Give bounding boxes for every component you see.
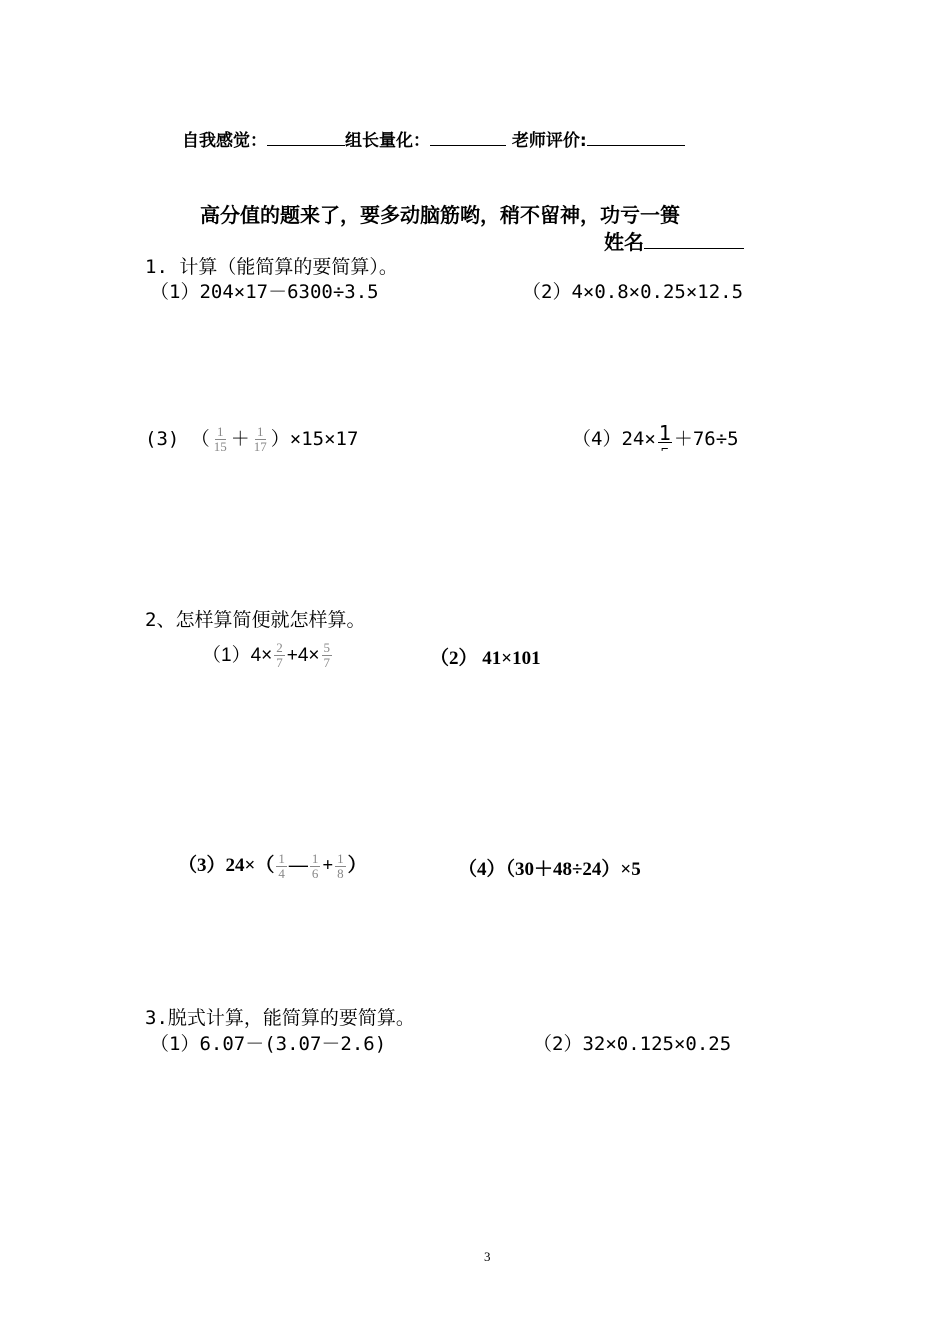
- leader-evaluation-label: 组长量化：: [345, 131, 430, 151]
- fraction-2-7: $\frac{2}{7}$: [276, 640, 283, 671]
- section3-q1: （1）6.07－(3.07－2.6): [150, 1033, 387, 1055]
- name-label: 姓名: [604, 230, 644, 254]
- page-number: 3: [484, 1249, 491, 1264]
- section2-q2: （2） 41×101: [430, 648, 541, 669]
- section1-q3: [145, 424, 358, 454]
- section2-q3: [178, 850, 367, 881]
- fraction-1-8: $\frac{1}{8}$: [337, 851, 344, 882]
- fraction-1-4: $\frac{1}{4}$: [278, 851, 285, 882]
- s2q3-suffix: ）: [347, 855, 367, 876]
- section2-heading: 2、怎样算简便就怎样算。: [145, 609, 366, 631]
- section3-q2: （2）32×0.125×0.25: [533, 1033, 732, 1055]
- fraction-1-17: $\frac{1}{17}$: [253, 424, 267, 454]
- s2q1-mid: +4×: [286, 645, 320, 666]
- teacher-evaluation-blank[interactable]: [587, 129, 685, 146]
- q4-suffix: ＋76÷5: [673, 428, 739, 450]
- section1-heading: 1. 计算（能简算的要简算）。: [145, 256, 398, 278]
- s2q3-minus: —: [288, 855, 308, 876]
- s2q3-prefix: （3）24×（: [178, 855, 275, 876]
- section2-q1: [202, 640, 334, 670]
- section2-q4: （4）（30＋48÷24）×5: [458, 859, 641, 880]
- q3-suffix: ）×15×17: [270, 428, 359, 450]
- fraction-5-7: $\frac{5}{7}$: [323, 640, 330, 671]
- worksheet-title: 高分值的题来了，要多动脑筋哟，稍不留神，功亏一篑: [200, 203, 680, 227]
- section1-q2: （2）4×0.8×0.25×12.5: [522, 281, 744, 303]
- leader-evaluation-blank[interactable]: [430, 129, 506, 146]
- q4-prefix: （4）24×: [572, 428, 656, 450]
- q3-plus: ＋: [230, 428, 250, 450]
- self-evaluation-blank[interactable]: [267, 129, 345, 146]
- section1-q4: [572, 421, 739, 456]
- name-blank[interactable]: [644, 230, 744, 249]
- fraction-1-cutoff: 1 ⌐: [658, 421, 671, 456]
- s2q1-prefix: （1）4×: [202, 645, 273, 666]
- fraction-1-6: $\frac{1}{6}$: [311, 851, 319, 882]
- s2q3-plus: +: [322, 855, 334, 876]
- teacher-evaluation-label: 老师评价:: [511, 131, 587, 151]
- q3-prefix: (3) （: [145, 428, 210, 450]
- section3-heading: 3.脱式计算，能简算的要简算。: [145, 1007, 415, 1029]
- evaluation-line: [182, 126, 685, 151]
- fraction-1-15: $\frac{1}{15}$: [213, 424, 227, 454]
- section1-q1: （1）204×17－6300÷3.5: [150, 281, 379, 303]
- self-evaluation-label: 自我感觉：: [182, 131, 267, 151]
- name-field: [604, 226, 744, 255]
